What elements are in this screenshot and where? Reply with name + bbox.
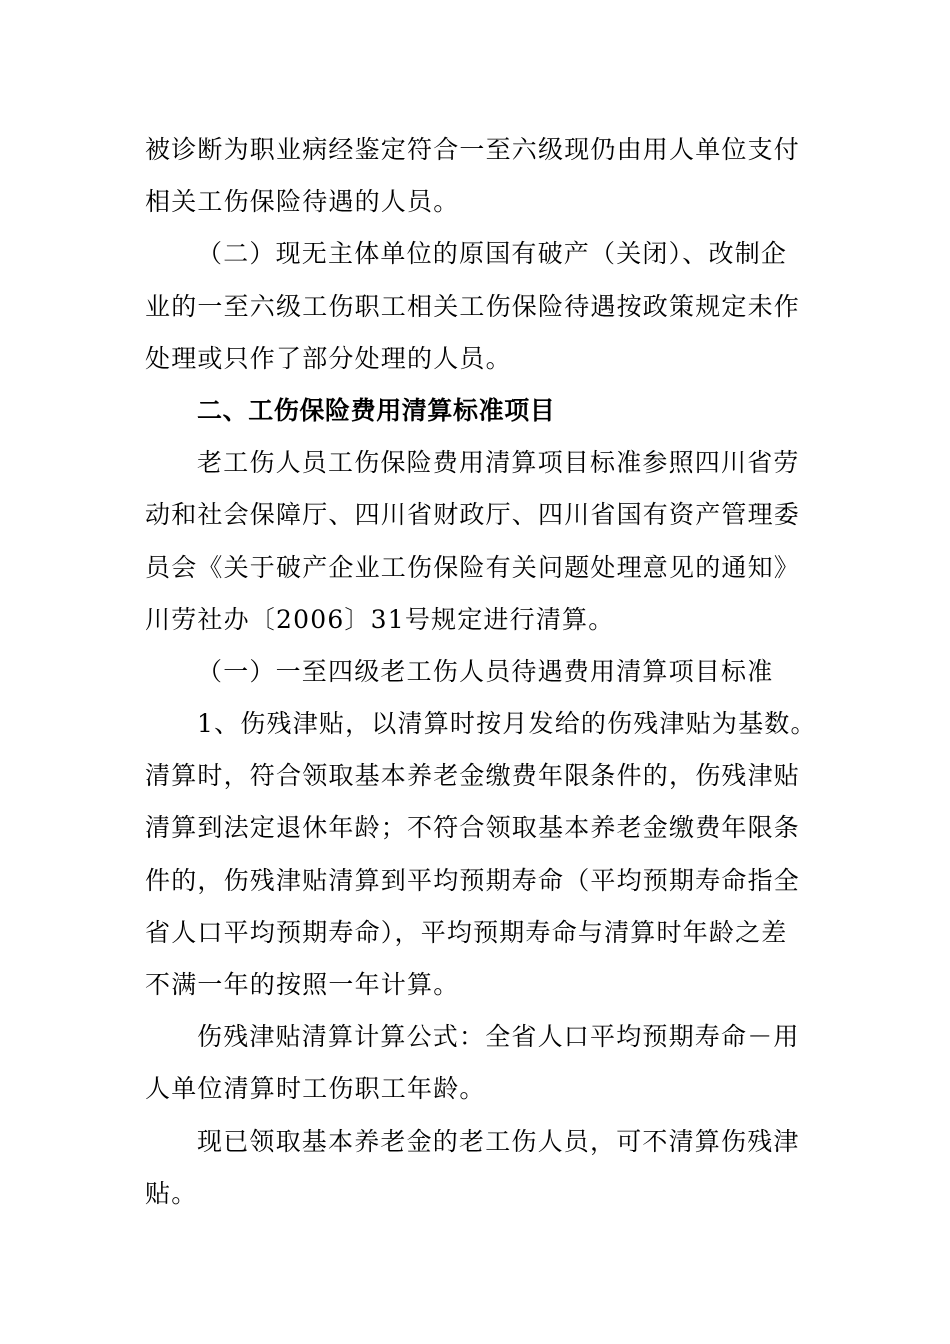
body-line-10: 川劳社办〔2006〕31号规定进行清算。 <box>145 604 615 634</box>
body-line-2: 相关工伤保险待遇的人员。 <box>145 187 460 217</box>
body-line-21: 贴。 <box>145 1178 198 1208</box>
body-line-1: 被诊断为职业病经鉴定符合一至六级现仍由用人单位支付 <box>145 135 801 164</box>
body-line-14: 清算到法定退休年龄；不符合领取基本养老金缴费年限条 <box>145 813 801 843</box>
body-line-18: 伤残津贴清算计算公式：全省人口平均预期寿命－用 <box>197 1022 800 1052</box>
body-line-9: 员会《关于破产企业工伤保险有关问题处理意见的通知》 <box>145 552 801 582</box>
body-line-16: 省人口平均预期寿命），平均预期寿命与清算时年龄之差 <box>145 917 788 947</box>
body-line-13: 清算时，符合领取基本养老金缴费年限条件的，伤残津贴 <box>145 761 801 791</box>
body-line-17: 不满一年的按照一年计算。 <box>145 970 460 999</box>
body-line-19: 人单位清算时工伤职工年龄。 <box>145 1074 486 1104</box>
body-line-8: 动和社会保障厅、四川省财政厅、四川省国有资产管理委 <box>145 500 801 530</box>
body-line-20: 现已领取基本养老金的老工伤人员，可不清算伤残津 <box>197 1126 800 1156</box>
document-body <box>145 124 817 1220</box>
subsection-heading: （一）一至四级老工伤人员待遇费用清算项目标准 <box>197 656 774 686</box>
body-line-12: 1、伤残津贴，以清算时按月发给的伤残津贴为基数。 <box>197 709 817 739</box>
body-line-4: 业的一至六级工伤职工相关工伤保险待遇按政策规定未作 <box>145 291 801 321</box>
body-line-7: 老工伤人员工伤保险费用清算项目标准参照四川省劳 <box>197 448 800 478</box>
body-line-15: 件的，伤残津贴清算到平均预期寿命（平均预期寿命指全 <box>145 865 801 895</box>
body-line-3: （二）现无主体单位的原国有破产（关闭）、改制企 <box>197 239 788 269</box>
body-line-5: 处理或只作了部分处理的人员。 <box>145 343 512 373</box>
section-heading: 二、工伤保险费用清算标准项目 <box>197 395 556 425</box>
